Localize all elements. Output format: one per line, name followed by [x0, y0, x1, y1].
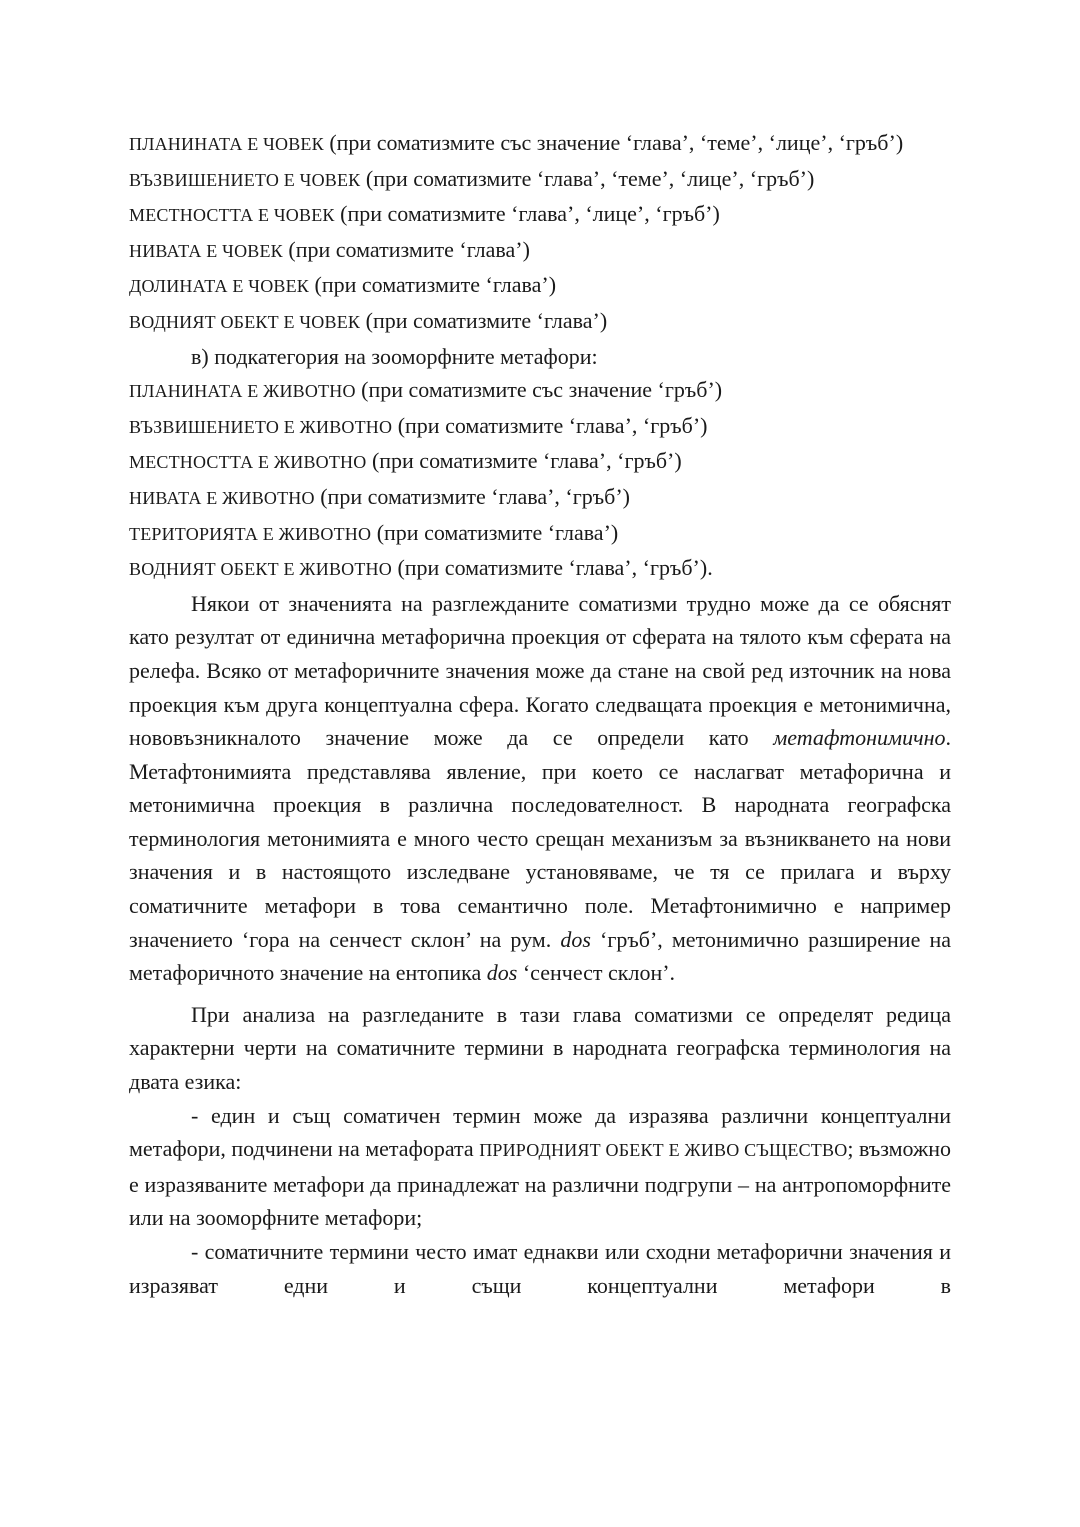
paragraph-analysis: При анализа на разгледаните в тази глава соматизми се определят редица характерни черти на соматичните термини в народната географска терминология на двата езика: [129, 1001, 951, 1095]
bullet-item: - соматичните термини често имат еднакви или сходни метафорични значения и изразяват едни и същи концептуални метафори в [129, 1239, 951, 1298]
paragraph-text: Някои от значенията на разглежданите соматизми трудно може да се обяснят като резултат от единична метафорична проекция от сферата на тялото към сферата на релефа. Всяко от метафоричните значения може да стане на свой ред източник на нова проекция към друга концептуална сфера. Когато следващата проекция е метонимична, нововъзникналото значение може да се определи като [129, 590, 951, 751]
paragraph-text: ‘сенчест склон’. [517, 960, 676, 986]
bullet-text: ; възможно е изразяваните метафори да принадлежат на различни подгрупи – на антропоморфните или на зооморфните метафори; [129, 1136, 951, 1231]
metaphor-caps: НИВАТА Е ЖИВОТНО [129, 487, 315, 508]
metaphor-caps: ПЛАНИНАТА Е ЧОВЕК [129, 134, 324, 154]
metaphor-line [129, 480, 951, 516]
metaphor-detail: (при соматизмите ‘глава’, ‘гръб’) [392, 412, 708, 438]
document-page [129, 126, 951, 1302]
metaphor-caps: ВЪЗВИШЕНИЕТО Е ЧОВЕК [129, 169, 361, 190]
metaphor-detail: (при соматизмите ‘глава’) [282, 236, 530, 262]
metaphor-detail: (при соматизмите ‘глава’, ‘лице’, ‘гръб’) [334, 201, 720, 227]
bullet-text: - един и същ соматичен термин може да изразява различни концептуални метафори, подчинени на метафората [129, 1102, 951, 1162]
metaphor-caps: ПРИРОДНИЯТ ОБЕКТ Е ЖИВО СЪЩЕСТВО [479, 1140, 848, 1161]
anthropomorphic-metaphor-list [129, 126, 951, 340]
metaphor-line [129, 409, 951, 445]
paragraph-text: ‘гръб’, метонимично разширение на метафоричното значение на ентопика [129, 926, 951, 986]
metaphor-caps: НИВАТА Е ЧОВЕК [129, 240, 283, 261]
italic-term: метафтонимично [773, 725, 946, 751]
metaphor-detail: (при соматизмите ‘глава’, ‘гръб’) [366, 448, 682, 474]
metaphor-caps: ВОДНИЯТ ОБЕКТ Е ЖИВОТНО [129, 559, 392, 580]
paragraph-metaphtonymy [129, 587, 951, 990]
metaphor-caps: ПЛАНИНАТА Е ЖИВОТНО [129, 381, 356, 402]
metaphor-line [129, 268, 951, 304]
metaphor-detail: (при соматизмите ‘глава’, ‘гръб’). [391, 555, 713, 581]
paragraph-text: . Метафтонимията представлява явление, при което се наслагват метафорична и метонимична проекция в различна последователност. В народната географска терминология метонимията е много често срещан механизъм за възникването на нови значения и в настоящото изследване установяваме, че тя се прилага и върху соматичните метафори в това семантично поле. Метафтонимично е например значението ‘гора на сенчест склон’ на рум. [129, 725, 951, 952]
metaphor-detail: (при соматизмите ‘глава’) [360, 307, 608, 333]
metaphor-detail: (при соматизмите ‘глава’, ‘гръб’) [314, 483, 630, 509]
bullet-item [129, 1099, 951, 1235]
metaphor-line [129, 197, 951, 233]
metaphor-line [129, 551, 951, 587]
zoomorphic-metaphor-list [129, 373, 951, 587]
metaphor-line [129, 126, 951, 162]
metaphor-line [129, 304, 951, 340]
paragraph-gap [129, 990, 951, 998]
metaphor-caps: ДОЛИНАТА Е ЧОВЕК [129, 276, 310, 297]
metaphor-detail: (при соматизмите със значение ‘гръб’) [355, 377, 723, 403]
metaphor-line [129, 233, 951, 269]
metaphor-detail: (при соматизмите ‘глава’, ‘теме’, ‘лице’, ‘гръб’) [360, 165, 815, 191]
italic-term: dos [486, 960, 518, 986]
metaphor-line [129, 444, 951, 480]
metaphor-detail: (при соматизмите ‘глава’) [371, 519, 619, 545]
zoomorphic-subheading: в) подкатегория на зооморфните метафори: [191, 343, 598, 369]
metaphor-caps: МЕСТНОСТТА Е ЧОВЕК [129, 205, 335, 226]
metaphor-caps: МЕСТНОСТТА Е ЖИВОТНО [129, 452, 367, 473]
metaphor-line [129, 516, 951, 552]
metaphor-line [129, 162, 951, 198]
metaphor-caps: ВОДНИЯТ ОБЕКТ Е ЧОВЕК [129, 311, 361, 332]
metaphor-detail: (при соматизмите със значение ‘глава’, ‘теме’, ‘лице’, ‘гръб’) [323, 130, 904, 155]
italic-term: dos [560, 926, 591, 952]
metaphor-caps: ТЕРИТОРИЯТА Е ЖИВОТНО [129, 523, 372, 544]
metaphor-line [129, 373, 951, 409]
metaphor-caps: ВЪЗВИШЕНИЕТО Е ЖИВОТНО [129, 416, 393, 437]
metaphor-detail: (при соматизмите ‘глава’) [309, 272, 557, 298]
